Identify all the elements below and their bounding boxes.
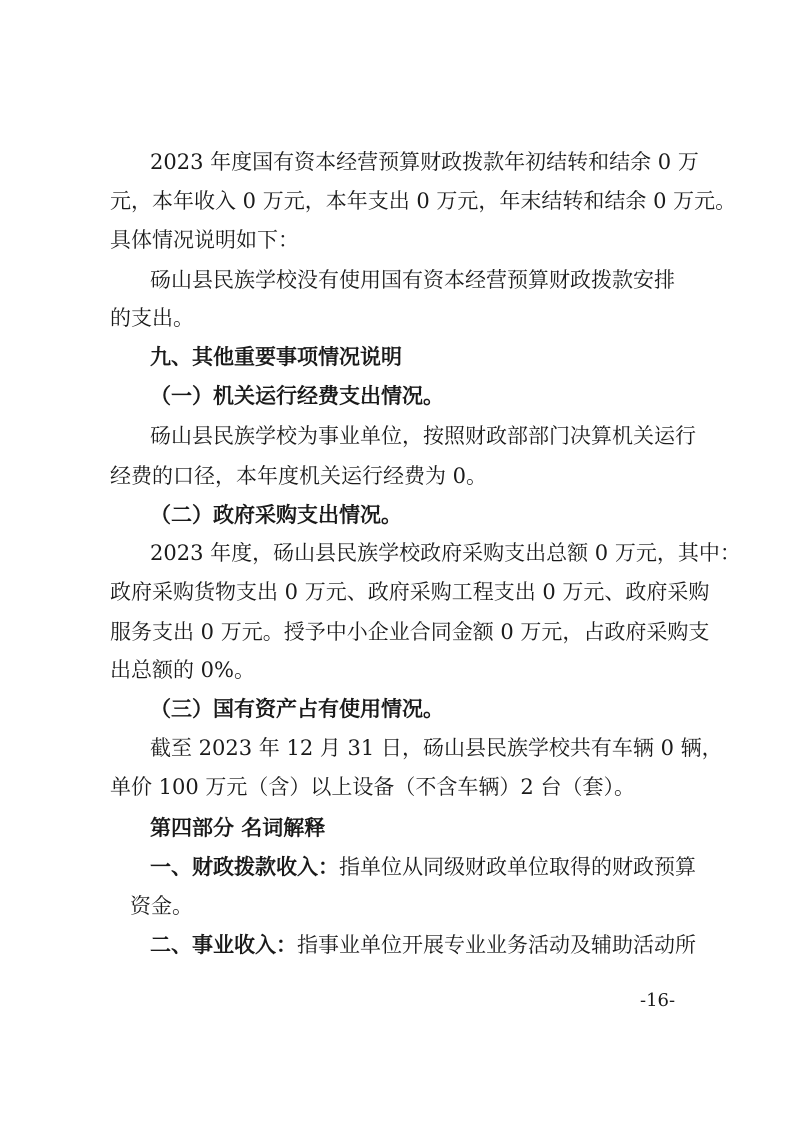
paragraph-line: 服务支出 0 万元。授予中小企业合同金额 0 万元，占政府采购支 [110,620,710,644]
paragraph-line: 2023 年度国有资本经营预算财政拨款年初结转和结余 0 万 [150,150,699,174]
paragraph-line: 砀山县民族学校为事业单位，按照财政部部门决算机关运行 [150,424,696,448]
term-definition [150,855,794,879]
paragraph-line: 政府采购货物支出 0 万元、政府采购工程支出 0 万元、政府采购 [110,580,710,604]
subsection-heading: （三）国有资产占有使用情况。 [150,697,444,721]
paragraph-line: 的支出。 [110,306,194,330]
term-label: 二、事业收入： [150,933,297,957]
term-text: 指单位从同级财政单位取得的财政预算 [339,855,696,879]
paragraph-line: 资金。 [130,894,193,918]
paragraph-line: 砀山县民族学校没有使用国有资本经营预算财政拨款安排 [150,268,675,292]
paragraph-line: 出总额的 0%。 [110,658,255,682]
paragraph-line: 元，本年收入 0 万元，本年支出 0 万元，年末结转和结余 0 万元。 [110,189,737,213]
paragraph-line: 单价 100 万元（含）以上设备（不含车辆）2 台（套）。 [110,775,635,799]
part-heading: 第四部分 名词解释 [150,816,326,840]
term-definition [150,933,794,957]
paragraph-line: 具体情况说明如下： [110,228,299,252]
paragraph-line: 2023 年度，砀山县民族学校政府采购支出总额 0 万元，其中： [150,541,741,565]
paragraph-line: 经费的口径，本年度机关运行经费为 0。 [110,464,488,488]
term-label: 一、财政拨款收入： [150,855,339,879]
term-text: 指事业单位开展专业业务活动及辅助活动所 [297,933,696,957]
subsection-heading: （二）政府采购支出情况。 [150,503,402,527]
section-heading: 九、其他重要事项情况说明 [150,345,402,369]
page-number: -16- [640,990,676,1011]
subsection-heading: （一）机关运行经费支出情况。 [150,384,444,408]
paragraph-line: 截至 2023 年 12 月 31 日，砀山县民族学校共有车辆 0 辆， [150,736,723,760]
